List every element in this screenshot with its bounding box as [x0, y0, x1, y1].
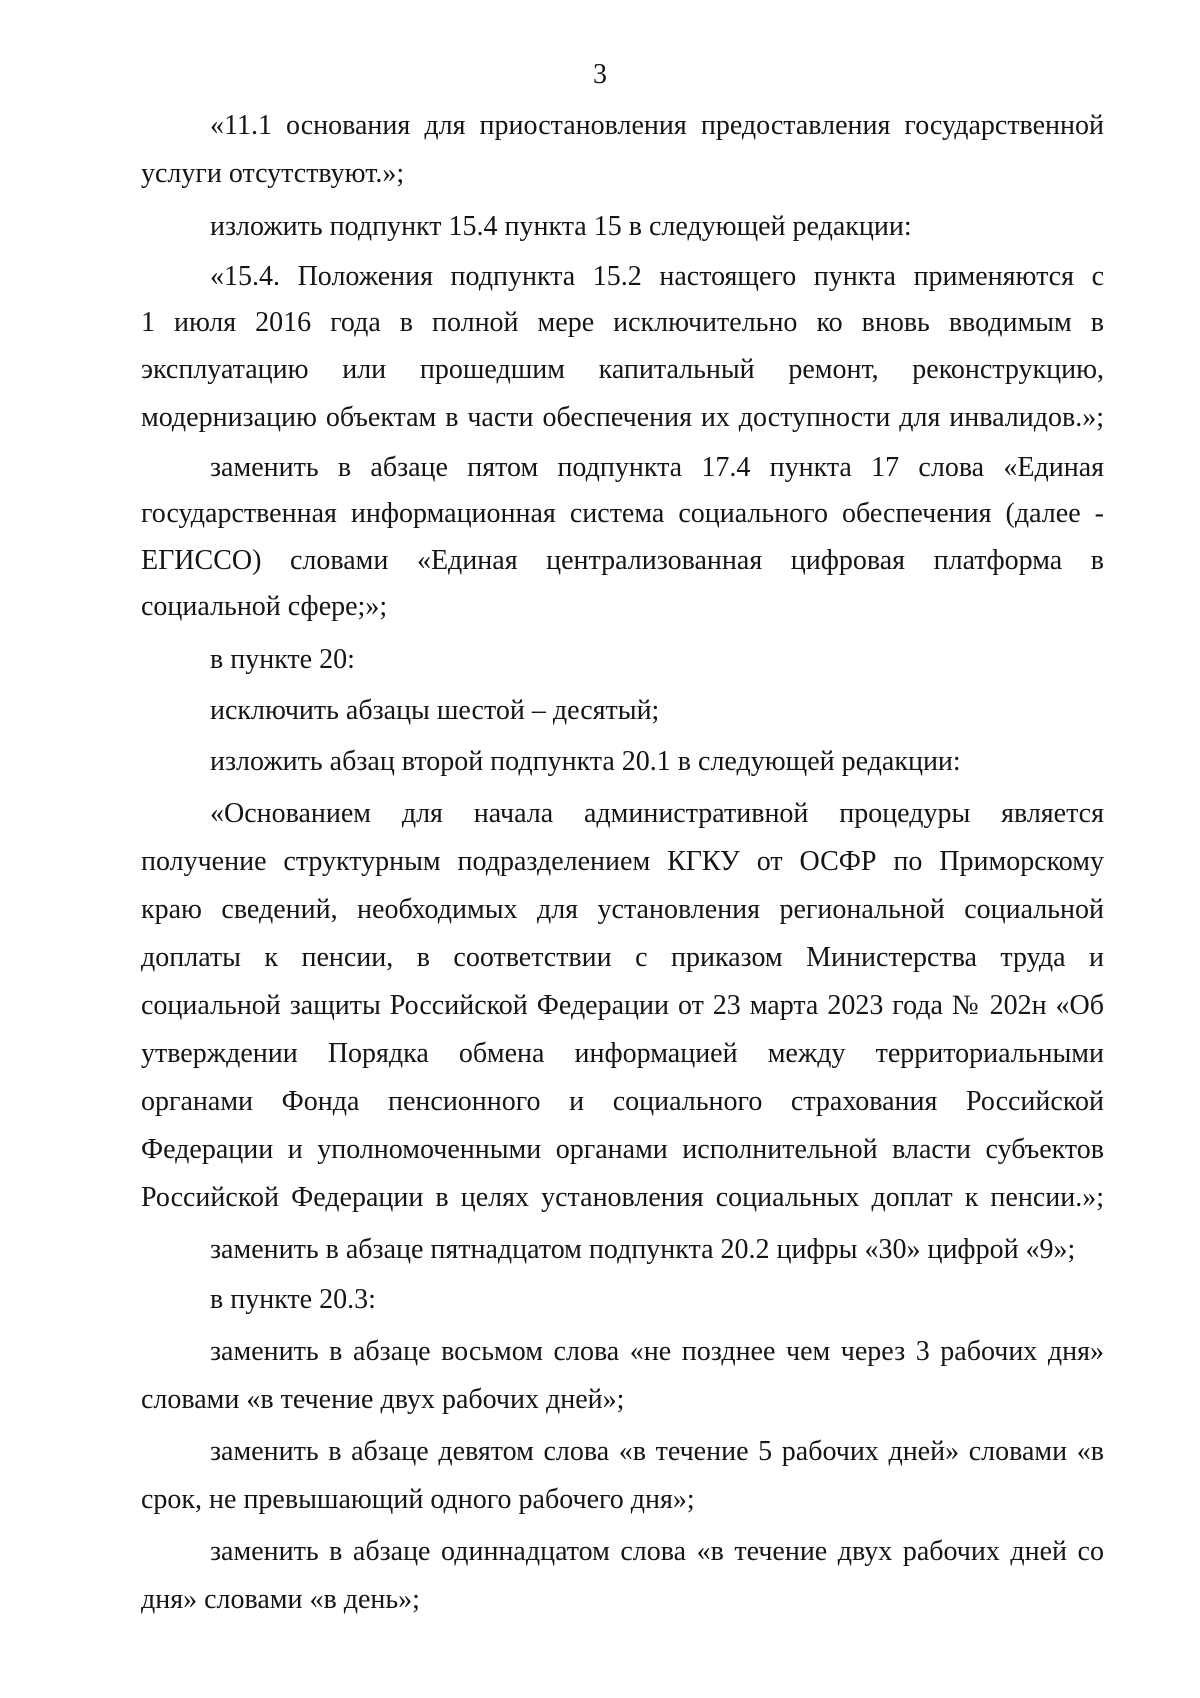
text-line: Федерации и уполномоченными органами исполнительной власти субъектов — [141, 1134, 1104, 1165]
text-line: Российской Федерации в целях установления социальных доплат к пенсии.»; — [141, 1182, 1104, 1213]
text-line: «Основанием для начала административной процедуры является — [210, 798, 1104, 829]
text-line: ЕГИССО) словами «Единая централизованная цифровая платформа в — [141, 545, 1104, 576]
text-line: краю сведений, необходимых для установления региональной социальной — [141, 894, 1104, 925]
text-line: в пункте 20: — [210, 644, 355, 675]
page-number: 3 — [593, 59, 607, 90]
text-line: «11.1 основания для приостановления предоставления государственной — [210, 110, 1104, 141]
text-line: исключить абзацы шестой – десятый; — [210, 695, 660, 726]
text-line: получение структурным подразделением КГКУ от ОСФР по Приморскому — [141, 846, 1104, 877]
text-line: эксплуатацию или прошедшим капитальный ремонт, реконструкцию, — [141, 354, 1104, 385]
text-line: в пункте 20.3: — [210, 1284, 376, 1315]
text-line: модернизацию объектам в части обеспечения их доступности для инвалидов.»; — [141, 402, 1104, 433]
text-line: услуги отсутствуют.»; — [141, 158, 405, 189]
text-line: государственная информационная система социального обеспечения (далее - — [141, 498, 1104, 529]
text-line: утверждении Порядка обмена информацией между территориальными — [141, 1038, 1104, 1069]
text-line: заменить в абзаце одиннадцатом слова «в течение двух рабочих дней со — [210, 1536, 1104, 1567]
text-line: дня» словами «в день»; — [141, 1584, 420, 1615]
text-line: социальной сфере;»; — [141, 591, 388, 622]
text-line: заменить в абзаце пятнадцатом подпункта 20.2 цифры «30» цифрой «9»; — [210, 1234, 1076, 1265]
text-line: заменить в абзаце восьмом слова «не позднее чем через 3 рабочих дня» — [210, 1336, 1104, 1367]
text-line: «15.4. Положения подпункта 15.2 настоящего пункта применяются с — [210, 261, 1104, 292]
text-line: изложить подпункт 15.4 пункта 15 в следующей редакции: — [210, 211, 912, 242]
text-line: органами Фонда пенсионного и социального страхования Российской — [141, 1086, 1104, 1117]
text-line: срок, не превышающий одного рабочего дня»; — [141, 1484, 695, 1515]
text-line: 1 июля 2016 года в полной мере исключительно ко вновь вводимым в — [141, 307, 1104, 338]
text-line: словами «в течение двух рабочих дней»; — [141, 1384, 625, 1415]
text-line: изложить абзац второй подпункта 20.1 в следующей редакции: — [210, 746, 961, 777]
text-line: заменить в абзаце девятом слова «в течение 5 рабочих дней» словами «в — [210, 1436, 1104, 1467]
text-line: социальной защиты Российской Федерации от 23 марта 2023 года № 202н «Об — [141, 990, 1104, 1021]
text-line: доплаты к пенсии, в соответствии с приказом Министерства труда и — [141, 942, 1104, 973]
text-line: заменить в абзаце пятом подпункта 17.4 пункта 17 слова «Единая — [210, 452, 1104, 483]
